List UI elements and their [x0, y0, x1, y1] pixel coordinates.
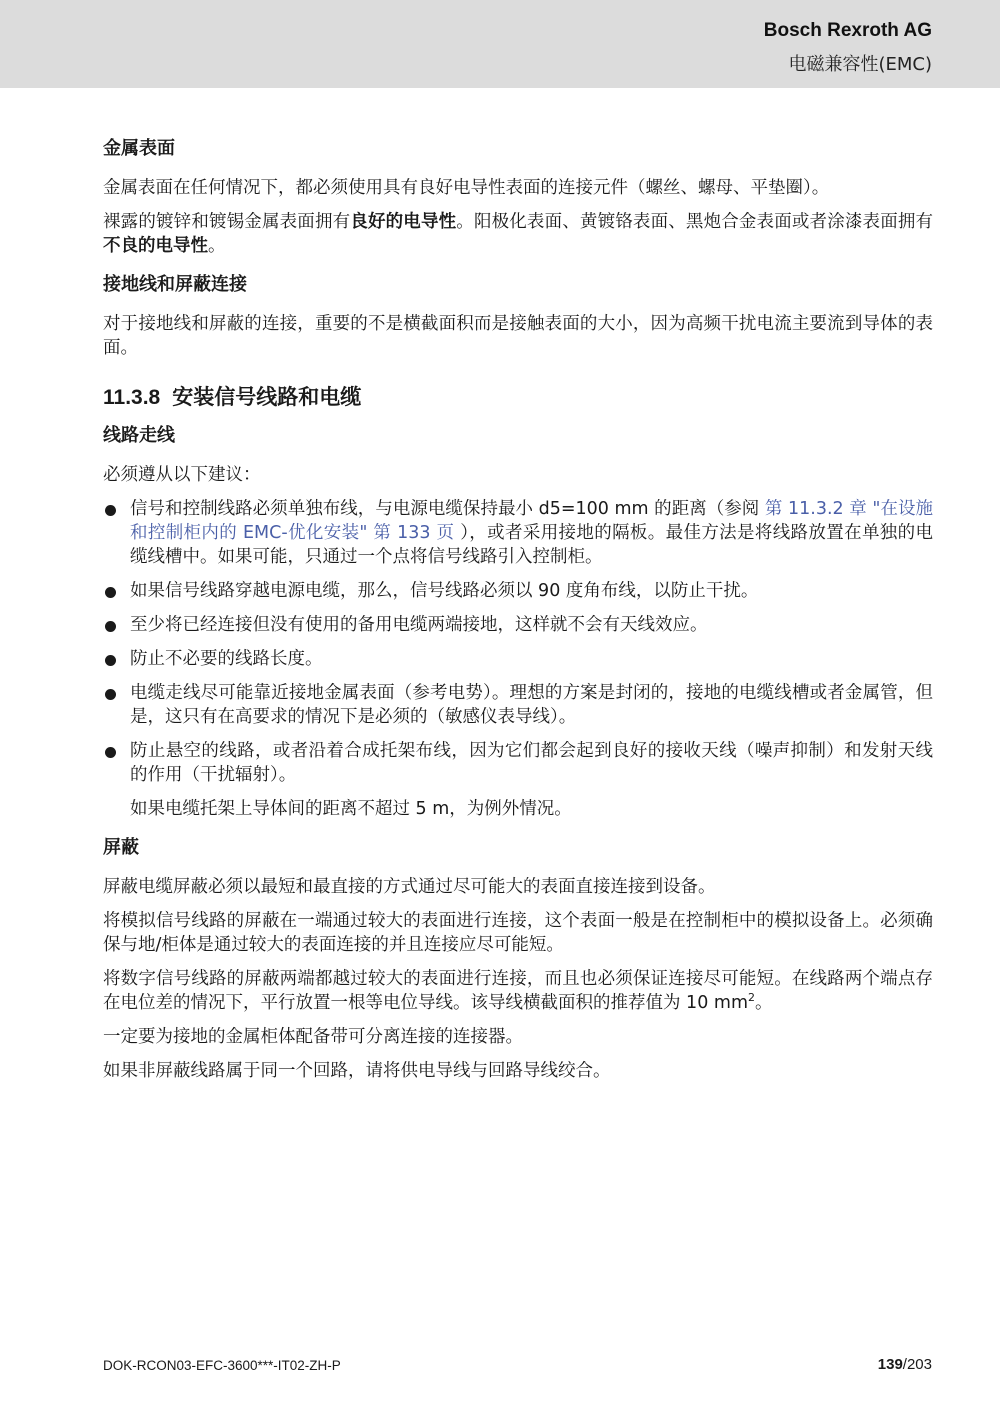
list-item: 如果信号线路穿越电源电缆，那么，信号线路必须以 90 度角布线，以防止干扰。: [103, 579, 933, 603]
page-total: /203: [902, 1356, 932, 1373]
heading-shield: 屏蔽: [103, 837, 139, 858]
page-current: 139: [877, 1356, 903, 1373]
page-number: [878, 1356, 932, 1373]
bullet-icon: [105, 621, 116, 632]
chapter-title: 电磁兼容性(EMC): [788, 54, 932, 75]
cross-reference-link[interactable]: 第 11.3.2 章 "在设施和控制柜内的 EMC-优化安装" 第 133 页: [130, 499, 933, 543]
page-header: [0, 0, 1000, 88]
list-item: 信号和控制线路必须单独布线，与电源电缆保持最小 d5=100 mm 的距离（参阅 第 11.3.2 章 "在设施和控制柜内的 EMC-优化安装" 第 133 页 ），或者采用接地的隔板。最佳方法是将线路放置在单独的电缆线槽中。如果可能，只通过一个点将信号线路引入控制柜。: [103, 497, 933, 569]
list-item: 电缆走线尽可能靠近接地金属表面（参考电势）。理想的方案是封闭的，接地的电缆线槽或者金属管，但是，这只有在高要求的情况下是必须的（敏感仪表导线）。: [103, 681, 933, 729]
section-heading: [103, 382, 933, 413]
paragraph: 如果非屏蔽线路属于同一个回路，请将供电导线与回路导线绞合。: [103, 1061, 611, 1081]
list-item: 防止悬空的线路，或者沿着合成托架布线，因为它们都会起到良好的接收天线（噪声抑制）和发射天线的作用（干扰辐射）。: [103, 739, 933, 787]
paragraph: 对于接地线和屏蔽的连接，重要的不是横截面积而是接触表面的大小，因为高频干扰电流主要流到导体的表面。: [103, 314, 933, 358]
document-id: DOK-RCON03-EFC-3600***-IT02-ZH-P: [103, 1358, 341, 1373]
bullet-icon: [105, 655, 116, 666]
list-item: 防止不必要的线路长度。: [103, 647, 933, 671]
paragraph: 屏蔽电缆屏蔽必须以最短和最直接的方式通过尽可能大的表面直接连接到设备。: [103, 877, 716, 897]
paragraph: 一定要为接地的金属柜体配备带可分离连接的连接器。: [103, 1027, 523, 1047]
recommendation-list: [103, 497, 933, 787]
bold-text: 不良的电导性: [103, 236, 208, 256]
bold-text: 良好的电导性: [350, 212, 457, 232]
bullet-icon: [105, 587, 116, 598]
paragraph: 裸露的镀锌和镀锡金属表面拥有良好的电导性。阳极化表面、黄镀铬表面、黑炮合金表面或者涂漆表面拥有不良的电导性。: [103, 212, 934, 256]
bullet-icon: [105, 689, 116, 700]
heading-ground-shield: 接地线和屏蔽连接: [103, 274, 247, 295]
page-content: [103, 136, 933, 1083]
exception-note: 如果电缆托架上导体间的距离不超过 5 m，为例外情况。: [130, 799, 572, 819]
heading-metal-surface: 金属表面: [103, 138, 175, 159]
section-title: 安装信号线路和电缆: [172, 385, 362, 409]
company-name: Bosch Rexroth AG: [763, 20, 932, 41]
paragraph: 将模拟信号线路的屏蔽在一端通过较大的表面进行连接，这个表面一般是在控制柜中的模拟设备上。必须确保与地/柜体是通过较大的表面连接的并且连接应尽可能短。: [103, 911, 933, 955]
paragraph: 金属表面在任何情况下，都必须使用具有良好电导性表面的连接元件（螺丝、螺母、平垫圈）。: [103, 178, 830, 198]
superscript: 2: [748, 991, 755, 1005]
list-item: 至少将已经连接但没有使用的备用电缆两端接地，这样就不会有天线效应。: [103, 613, 933, 637]
heading-routing: 线路走线: [103, 425, 175, 446]
paragraph: 将数字信号线路的屏蔽两端都越过较大的表面进行连接，而且也必须保证连接尽可能短。在线路两个端点存在电位差的情况下，平行放置一根等电位导线。该导线横截面积的推荐值为 10 $mm^2$。: [103, 969, 933, 1013]
section-number: 11.3.8: [103, 386, 161, 409]
paragraph: 必须遵从以下建议：: [103, 465, 261, 485]
bullet-icon: [105, 505, 116, 516]
bullet-icon: [105, 747, 116, 758]
